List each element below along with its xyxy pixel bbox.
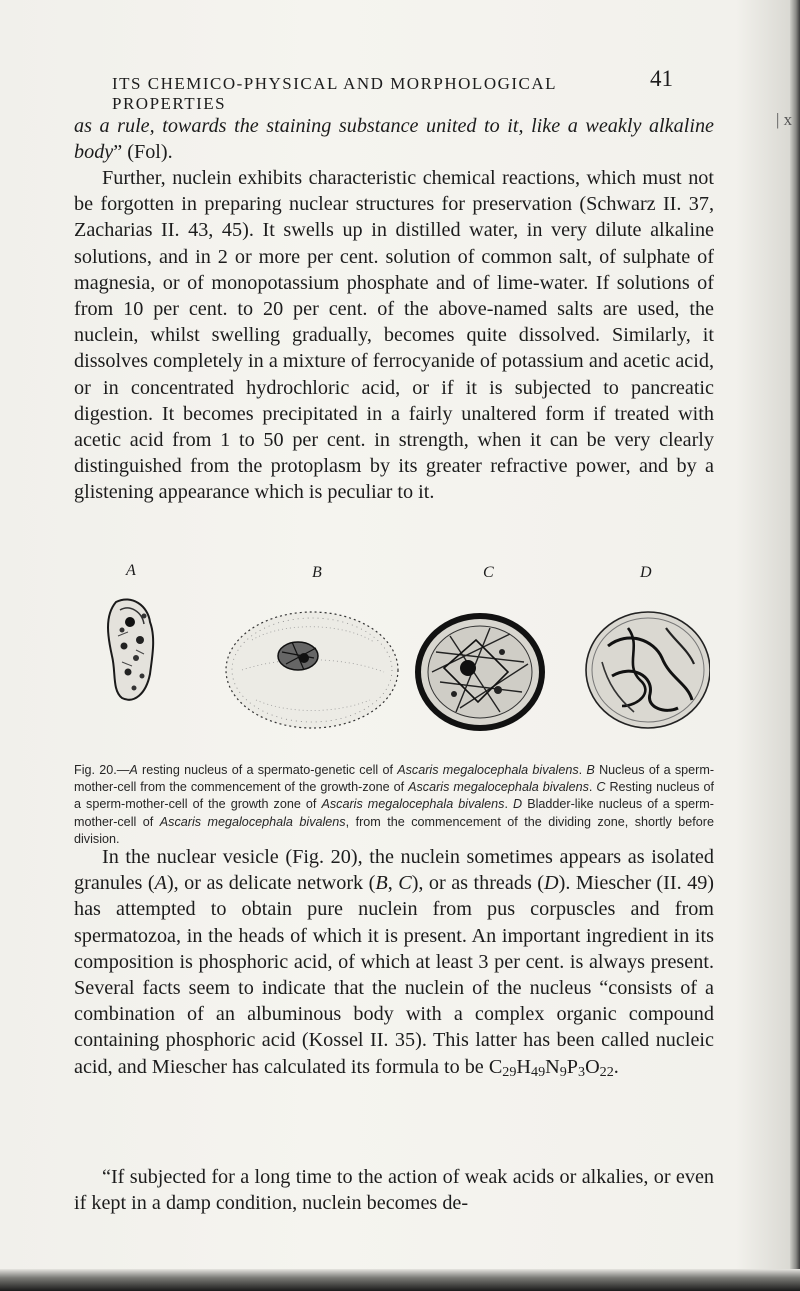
nucleus-c-network xyxy=(418,616,542,728)
caption-species-c: Ascaris megalocephala bivalens xyxy=(321,797,505,812)
caption-species-b: Ascaris megalocephala bivalens xyxy=(408,780,589,795)
page-number: 41 xyxy=(650,66,673,91)
nucleic-acid-formula: $C_{29}H_{49}N_9P_3O_{22}$. xyxy=(488,1055,619,1080)
paragraph-3-letter-d: D xyxy=(544,872,559,895)
paragraph-1-close: ” (Fol). xyxy=(113,141,173,164)
figure-letter-b: B xyxy=(312,564,322,581)
paragraph-1-quote: as a rule, towards the staining substance united to it, like a weakly alkaline body xyxy=(74,115,714,164)
nucleus-d-threads xyxy=(586,612,710,728)
figure-letter-c: C xyxy=(483,564,494,581)
paragraph-3-letter-c: C xyxy=(398,872,412,895)
paragraph-3-letter-b: B xyxy=(375,872,388,895)
caption-b-text: Nucleus of a sperm-mother-cell from the commencement of the growth-zone of xyxy=(74,763,715,795)
figure-letter-a: A xyxy=(126,562,136,579)
figure-illustration xyxy=(100,560,710,750)
margin-mark: | x xyxy=(776,110,793,129)
paragraph-4-text: “If subjected for a long time to the action of weak acids or alkalies, or even if kept in a damp condition, nuclein becomes de- xyxy=(74,1166,714,1215)
paragraph-1 xyxy=(74,113,714,165)
paragraph-3-part-2: ), or as delicate network ( xyxy=(166,872,376,895)
caption-letter-a: A xyxy=(129,763,138,777)
paragraph-3-letter-a: A xyxy=(154,872,167,895)
paragraph-4 xyxy=(74,1164,714,1216)
caption-c-text: Resting nucleus of a sperm-mother-cell of the growth zone of xyxy=(74,780,714,812)
caption-d-tail: , from the commencement of the dividing zone, shortly before division. xyxy=(74,814,714,846)
figure-caption: Fig. 20.—A resting nucleus of a spermato-genetic cell of Ascaris megalocephala bivalens. B Nucleus of a sperm-mother-cell from the commencement of the growth-zone of Ascaris megalocephala bivalens. C Resting nucleus of a sperm-mother-cell of the growth zone of Ascaris megalocephala bivalens. D Bladder-like nucleus of a sperm-mother-cell of Ascaris megalocephala bivalens, from the commencement of the dividing zone, shortly before division. xyxy=(74,763,715,846)
caption-letter-b: B xyxy=(586,763,595,777)
paragraph-3-part-3: ), or as threads ( xyxy=(411,872,544,895)
caption-d-text: Bladder-like nucleus of a sperm-mother-cell of xyxy=(74,797,714,829)
figure-letter-d: D xyxy=(640,564,652,581)
scan-bottom-edge xyxy=(0,1269,800,1291)
caption-letter-c: C xyxy=(596,780,606,795)
paragraph-3-part-1: In the nuclear vesicle (Fig. 20), the nuclein sometimes appears as isolated granules ( xyxy=(74,846,714,895)
nucleus-b-network xyxy=(226,612,398,728)
caption-species-d: Ascaris megalocephala bivalens xyxy=(159,814,346,829)
caption-fig-label: Fig. 20.— xyxy=(74,763,130,777)
caption-letter-d: D xyxy=(513,797,523,812)
paragraph-3-part-4: ). Miescher (II. 49) has attempted to obtain pure nuclein from pus corpuscles and from spermatozoa, in the heads of which it is present. An important ingredient in its composition is phosphoric acid, of which at least 3 per cent. is always present. Several facts seem to indicate that the nuclein of the nucleus “consists of a combination of an albuminous body with a complex organic compound containing phosphoric acid (Kossel II. 35). This latter has been called nucleic acid, and Miescher has calculated its formula to be xyxy=(74,872,715,1078)
caption-a-text: resting nucleus of a spermato-genetic cell of xyxy=(137,763,398,777)
caption-species-a: Ascaris megalocephala bivalens xyxy=(397,763,579,777)
running-title: ITS CHEMICO-PHYSICAL AND MORPHOLOGICAL PROPERTIES xyxy=(112,74,557,113)
figure-20 xyxy=(100,560,710,750)
paragraph-2 xyxy=(74,165,714,506)
paragraph-2-text: Further, nuclein exhibits characteristic chemical reactions, which must not be forgotten in preparing nuclear structures for preservation (Schwarz II. 37, Zacharias II. 43, 45). It swells up in distilled water, in very dilute alkaline solutions, and in 2 or more per cent. solution of common salt, of sulphate of magnesia, or of monopotassium phosphate and of lime-water. If solutions of from 10 per cent. to 20 per cent. of the above-named salts are used, the nuclein, whilst swelling gradually, becomes quite dissolved. Similarly, it dissolves completely in a mixture of ferrocyanide of potassium and acetic acid, or in concentrated hydrochloric acid, or if it is subjected to pancreatic digestion. It becomes precipitated in a fairly unaltered form if treated with acetic acid from 1 to 50 per cent. in strength, when it can be very clearly distinguished from the protoplasm by its greater refractive power, and by a glistening appearance which is peculiar to it. xyxy=(74,167,714,504)
nucleus-a-granules xyxy=(108,599,153,699)
page-edge-shadow xyxy=(790,0,800,1291)
paragraph-3: In the nuclear vesicle (Fig. 20), the nuclein sometimes appears as isolated granules (A), or as delicate network (B, C), or as threads (D). Miescher (II. 49) has attempted to obtain pure nuclein from pus corpuscles and from spermatozoa, in the heads of which it is present. An important ingredient in its composition is phosphoric acid, of which at least 3 per cent. is always present. Several facts seem to indicate that the nuclein of the nucleus “consists of a combination of an albuminous body with a complex organic compound containing phosphoric acid (Kossel II. 35). This latter has been called nucleic acid, and Miescher has calculated its formula to be $C_{29}H_{49}N_9P_3O_{22}$. xyxy=(74,846,715,1080)
